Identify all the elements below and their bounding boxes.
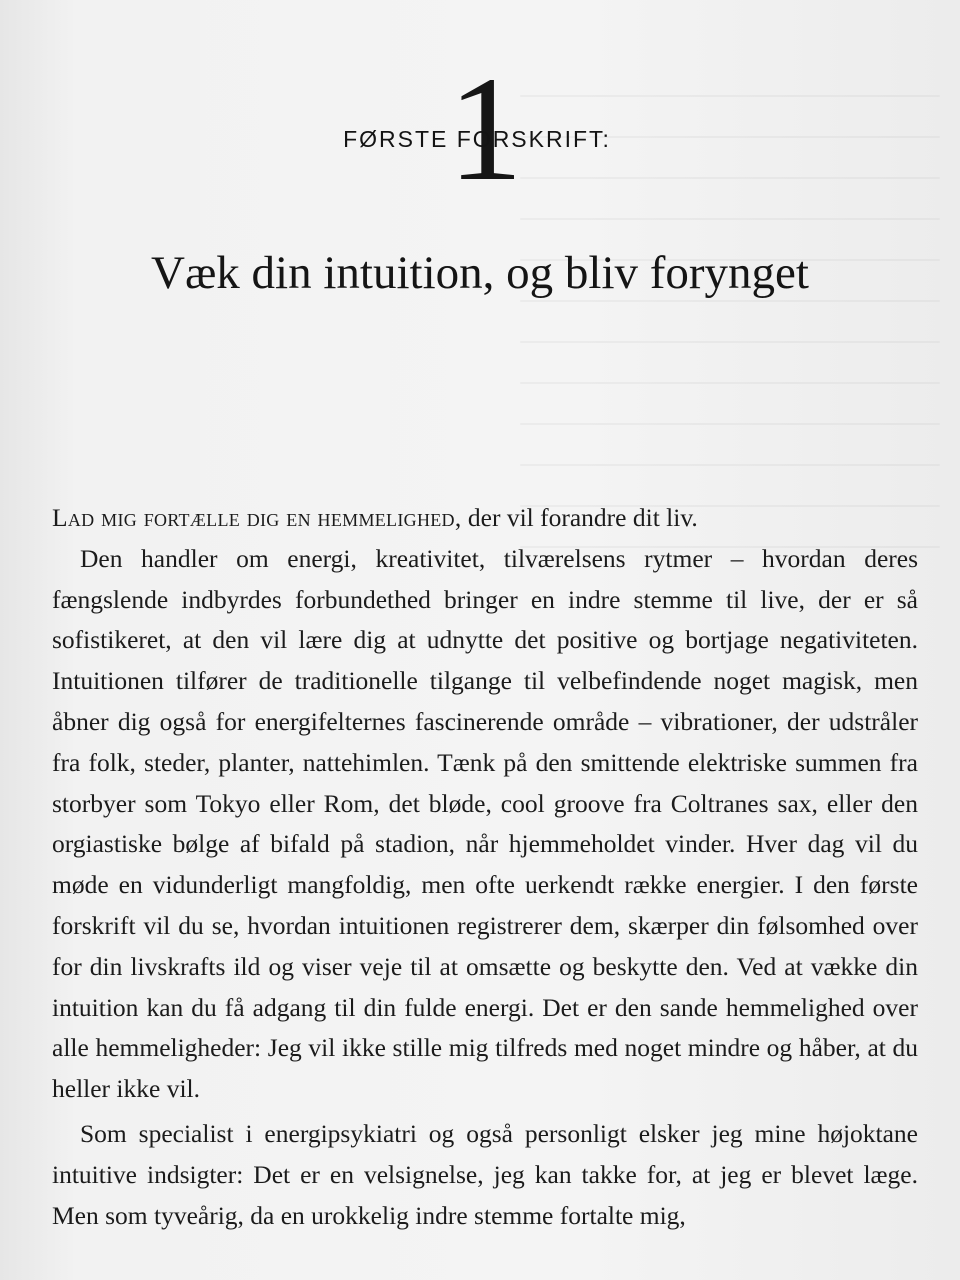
paragraph-2: Som specialist i energipsykiatri og også personligt elsker jeg mine højoktane intuitive indsigter: Det er en velsignelse, jeg kan takke for, at jeg er blevet læge. Men som tyveårig, da en urokkelig indre stemme fortalte mig,	[52, 1118, 918, 1230]
lead-line	[52, 498, 918, 539]
lead-rest: der vil forandre dit liv.	[461, 503, 698, 532]
lead-smallcaps: Lad mig fortælle dig en hemmelighed,	[52, 503, 462, 532]
paragraph-1: Den handler om energi, kreativitet, tilværelsens rytmer – hvordan deres fængslende indbyrdes forbundethed bringer en indre stemme til live, der er så sofistikeret, at den vil lære dig at udnytte det positive og bortjage negativiteten. Intuitionen tilfører de traditionelle tilgange til velbefindende noget magisk, men åbner dig også for energifelternes fascinerende område – vibrationer, der udstråler fra folk, steder, planter, nattehimlen. Tænk på den smittende elektriske summen fra storbyer som Tokyo eller Rom, det bløde, cool groove fra Coltranes sax, eller den orgiastiske bølge af bifald på stadion, når hjemmeholdet vinder. Hver dag vil du møde en vidunderligt mangfoldig, men ofte uerkendt række energier. I den første forskrift vil du se, hvordan intuitionen registrerer dem, skærper din følsomhed over for din livskrafts ild og viser veje til at omsætte og beskytte den. Ved at vække din intuition kan du få adgang til din fulde energi. Det er den sande hemmelighed over alle hemmeligheder: Jeg vil ikke stille mig tilfreds med noget mindre og håber, at du heller ikke vil.	[52, 543, 918, 1104]
body-text	[52, 498, 918, 1236]
chapter-title: Væk din intuition, og bliv forynget	[151, 247, 809, 299]
chapter-label: FØRSTE FORSKRIFT:	[343, 126, 611, 152]
chapter-number: 1	[448, 46, 523, 212]
